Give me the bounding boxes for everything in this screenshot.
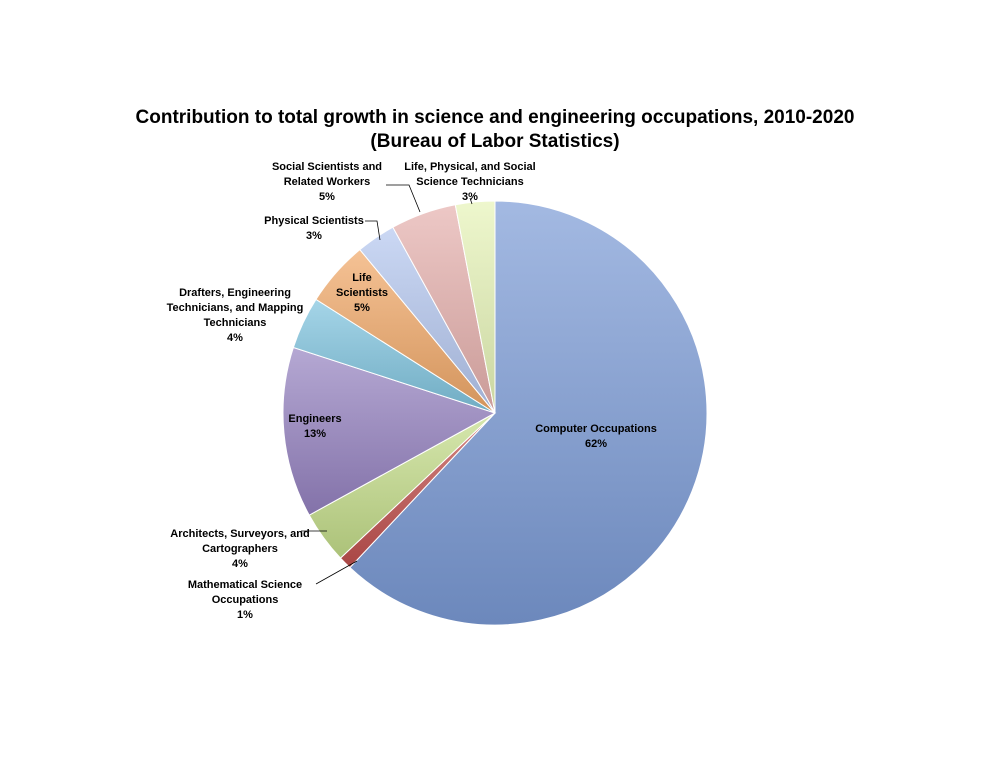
leader-line-social-scientists-and-related-workers <box>386 185 420 212</box>
category-label-social-scientists-and-related-workers: Related Workers <box>283 176 371 188</box>
category-label-physical-scientists: Physical Scientists <box>264 215 364 227</box>
category-label-life-scientists: Life <box>352 272 372 284</box>
value-label-architects-surveyors-and-cartographers: 4% <box>232 558 248 570</box>
value-label-physical-scientists: 3% <box>306 230 322 242</box>
value-label-drafters-engineering-technicians-and-mapping-technicians: 4% <box>227 332 243 344</box>
value-label-life-scientists: 5% <box>354 302 370 314</box>
category-label-life-scientists: Scientists <box>336 287 388 299</box>
category-label-drafters-engineering-technicians-and-mapping-technicians: Technicians <box>203 317 267 329</box>
category-label-architects-surveyors-and-cartographers: Cartographers <box>202 543 278 555</box>
value-label-life-physical-and-social-science-technicians: 3% <box>462 191 478 203</box>
value-label-computer-occupations: 62% <box>584 438 608 450</box>
pie-slices <box>283 201 707 625</box>
chart-subtitle: (Bureau of Labor Statistics) <box>370 131 620 152</box>
category-label-engineers: Engineers <box>288 413 342 425</box>
category-label-life-physical-and-social-science-technicians: Life, Physical, and Social <box>404 161 536 173</box>
value-label-mathematical-science-occupations: 1% <box>237 609 253 621</box>
leader-line-mathematical-science-occupations <box>316 561 357 584</box>
value-label-social-scientists-and-related-workers: 5% <box>319 191 335 203</box>
category-label-drafters-engineering-technicians-and-mapping-technicians: Drafters, Engineering <box>179 287 291 299</box>
category-label-social-scientists-and-related-workers: Social Scientists and <box>271 161 383 173</box>
category-label-mathematical-science-occupations: Occupations <box>211 594 279 606</box>
value-label-engineers: 13% <box>303 428 327 440</box>
category-label-life-physical-and-social-science-technicians: Science Technicians <box>416 176 524 188</box>
chart-title: Contribution to total growth in science and engineering occupations, 2010-2020 <box>135 107 855 128</box>
category-label-drafters-engineering-technicians-and-mapping-technicians: Technicians, and Mapping <box>166 302 304 314</box>
category-label-mathematical-science-occupations: Mathematical Science <box>187 579 303 591</box>
category-label-architects-surveyors-and-cartographers: Architects, Surveyors, and <box>170 528 310 540</box>
category-label-computer-occupations: Computer Occupations <box>535 423 657 435</box>
